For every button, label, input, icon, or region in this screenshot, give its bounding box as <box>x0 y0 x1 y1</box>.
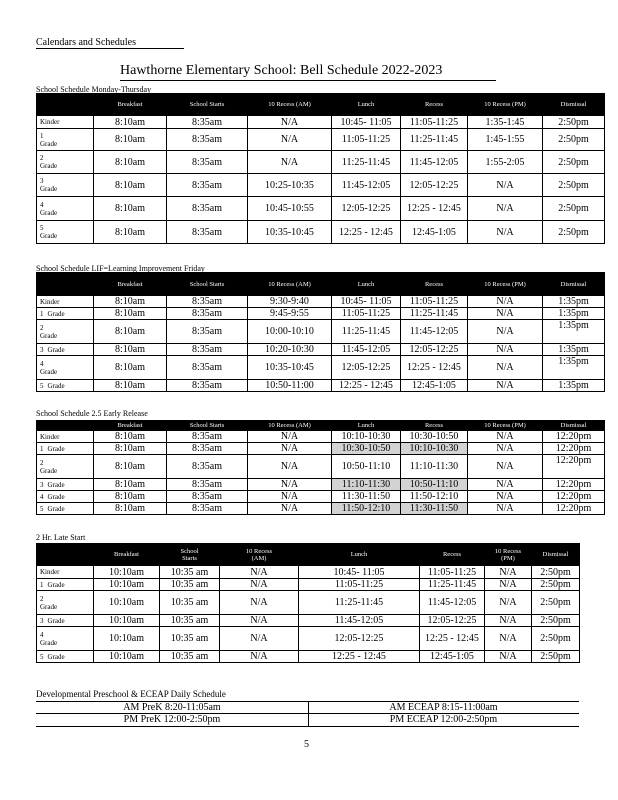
table-cell: N/A <box>220 627 299 651</box>
table-row <box>37 431 605 443</box>
section-label-late-start: 2 Hr. Late Start <box>36 533 86 542</box>
table-cell: 12:20pm <box>543 503 605 515</box>
schedule-table-early-release <box>36 420 605 515</box>
table-cell: 10:45- 11:05 <box>332 116 401 129</box>
title-underline <box>120 80 496 81</box>
preschool-grid <box>36 701 579 727</box>
table-cell: 8:10am <box>94 479 167 491</box>
table-cell: 8:10am <box>94 380 167 392</box>
column-header: Recess <box>420 544 485 566</box>
table-cell: 10:50-11:10 <box>332 455 401 479</box>
table-cell: 10:35 am <box>160 579 220 591</box>
grade-label: 5 Grade <box>37 380 94 392</box>
table-cell: 12:20pm <box>543 491 605 503</box>
column-header: School Starts <box>160 544 220 566</box>
table-cell: 2:50pm <box>532 615 580 627</box>
table-cell: 10:10am <box>94 627 160 651</box>
table-cell: 10:45- 11:05 <box>332 296 401 308</box>
table-cell: N/A <box>248 129 332 151</box>
table-cell: 11:05-11:25 <box>401 116 468 129</box>
column-header <box>37 421 94 431</box>
page-title: Hawthorne Elementary School: Bell Schedule 2022-2023 <box>120 63 443 78</box>
table-row <box>37 344 605 356</box>
table-cell: 12:25 - 12:45 <box>299 651 420 663</box>
table-cell: 11:25-11:45 <box>299 591 420 615</box>
table-cell: 1:35pm <box>543 308 605 320</box>
column-header: School Starts <box>167 94 248 116</box>
table-cell: 10:10am <box>94 591 160 615</box>
table-cell: 1:35pm <box>543 320 605 344</box>
table-row <box>37 129 605 151</box>
table-header-row <box>37 94 605 116</box>
table-cell: 11:05-11:25 <box>299 579 420 591</box>
table-cell: 1:35pm <box>543 344 605 356</box>
table-cell: 10:10am <box>94 566 160 579</box>
table-cell: 1:55-2:05 <box>468 151 543 174</box>
table-cell: 8:10am <box>94 431 167 443</box>
table-row <box>37 491 605 503</box>
column-header: School Starts <box>167 273 248 296</box>
table-cell: 10:50-11:10 <box>401 479 468 491</box>
table-cell: 10:25-10:35 <box>248 174 332 197</box>
table-cell: N/A <box>468 344 543 356</box>
table-cell: N/A <box>468 308 543 320</box>
table-row <box>37 566 580 579</box>
table-header-row <box>37 273 605 296</box>
grade-label: 4 Grade <box>37 356 94 380</box>
table-cell: N/A <box>248 443 332 455</box>
table-cell: 12:25 - 12:45 <box>332 221 401 244</box>
grade-label: 3 Grade <box>37 479 94 491</box>
table-row <box>37 615 580 627</box>
table-cell: 10:10-10:30 <box>332 431 401 443</box>
table-cell: N/A <box>485 627 532 651</box>
table-cell: 10:20-10:30 <box>248 344 332 356</box>
table-cell: N/A <box>248 491 332 503</box>
table-header-row <box>37 421 605 431</box>
table-cell: 8:35am <box>167 503 248 515</box>
table-cell: 8:35am <box>167 356 248 380</box>
grade-label: Kinder <box>37 296 94 308</box>
table-cell: 12:45-1:05 <box>401 380 468 392</box>
table-header-row <box>37 544 580 566</box>
table-cell: 8:10am <box>94 344 167 356</box>
grade-label: 3 Grade <box>37 615 94 627</box>
table-cell: 12:05-12:25 <box>332 197 401 221</box>
table-cell: N/A <box>468 356 543 380</box>
table-cell: 8:35am <box>167 129 248 151</box>
table-cell: N/A <box>485 566 532 579</box>
table-cell: 9:30-9:40 <box>248 296 332 308</box>
am-prek-text: AM PreK 8:20-11:05am <box>123 702 221 713</box>
column-header: 10 Recess (AM) <box>248 94 332 116</box>
table-cell: 2:50pm <box>532 651 580 663</box>
table-cell: 8:35am <box>167 479 248 491</box>
column-header: Breakfast <box>94 544 160 566</box>
table-row <box>37 174 605 197</box>
table-cell: 8:10am <box>94 197 167 221</box>
grade-label: 1 Grade <box>37 443 94 455</box>
table-row <box>37 116 605 129</box>
column-header: Breakfast <box>94 421 167 431</box>
column-header: Lunch <box>332 94 401 116</box>
column-header: Recess <box>401 273 468 296</box>
table-cell: 11:10-11:30 <box>401 455 468 479</box>
table-row <box>37 627 580 651</box>
table-row <box>37 579 580 591</box>
grade-label: 5 Grade <box>37 221 94 244</box>
grade-label: 4 Grade <box>37 197 94 221</box>
table-cell: N/A <box>220 566 299 579</box>
column-header: 10 Recess (PM) <box>468 273 543 296</box>
table-cell: 10:35 am <box>160 627 220 651</box>
table-cell: 2:50pm <box>543 151 605 174</box>
grade-label: 1 Grade <box>37 579 94 591</box>
table-cell: 10:35 am <box>160 615 220 627</box>
table-cell: N/A <box>468 296 543 308</box>
column-header: Breakfast <box>94 94 167 116</box>
table-cell: 12:25 - 12:45 <box>420 627 485 651</box>
column-header: 10 Recess (AM) <box>248 421 332 431</box>
column-header: 10 Recess (PM) <box>468 94 543 116</box>
table-cell: 8:35am <box>167 221 248 244</box>
column-header: Dismissal <box>543 94 605 116</box>
table-cell: 10:10am <box>94 615 160 627</box>
table-cell: N/A <box>468 455 543 479</box>
table-cell: 10:35 am <box>160 591 220 615</box>
table-row <box>37 380 605 392</box>
grade-label: Kinder <box>37 566 94 579</box>
preschool-title: Developmental Preschool & ECEAP Daily Schedule <box>36 689 226 699</box>
table-row <box>37 443 605 455</box>
table-cell: 8:35am <box>167 455 248 479</box>
table-cell: 12:20pm <box>543 479 605 491</box>
column-header: Dismissal <box>532 544 580 566</box>
header-underline <box>36 48 184 49</box>
table-row <box>37 503 605 515</box>
grade-label: 1 Grade <box>37 129 94 151</box>
table-cell: 11:05-11:25 <box>420 566 485 579</box>
table-cell: N/A <box>248 455 332 479</box>
table-cell: 11:45-12:05 <box>299 615 420 627</box>
divider <box>36 726 579 727</box>
table-cell: 2:50pm <box>532 627 580 651</box>
table-cell: 11:05-11:25 <box>401 296 468 308</box>
table-cell: 8:10am <box>94 221 167 244</box>
grade-label: 5 Grade <box>37 651 94 663</box>
grade-label: Kinder <box>37 116 94 129</box>
table-cell: N/A <box>468 503 543 515</box>
table-row <box>37 479 605 491</box>
grade-label: 1 Grade <box>37 308 94 320</box>
table-cell: 11:05-11:25 <box>332 129 401 151</box>
column-header: 10 Recess (AM) <box>248 273 332 296</box>
column-header <box>37 544 94 566</box>
schedule-table-lif <box>36 272 605 392</box>
table-cell: 1:35-1:45 <box>468 116 543 129</box>
table-cell: N/A <box>220 579 299 591</box>
table-cell: N/A <box>220 591 299 615</box>
table-cell: N/A <box>248 503 332 515</box>
table-cell: 11:45-12:05 <box>332 344 401 356</box>
table-cell: 12:05-12:25 <box>401 174 468 197</box>
table-cell: 10:45-10:55 <box>248 197 332 221</box>
table-cell: 8:10am <box>94 356 167 380</box>
table-cell: 8:35am <box>167 116 248 129</box>
table-cell: 12:25 - 12:45 <box>401 197 468 221</box>
column-header: Lunch <box>299 544 420 566</box>
table-cell: 8:10am <box>94 296 167 308</box>
table-cell: 11:45-12:05 <box>332 174 401 197</box>
table-cell: N/A <box>468 174 543 197</box>
table-row <box>37 320 605 344</box>
table-cell: N/A <box>468 380 543 392</box>
pm-eceap-text: PM ECEAP 12:00-2:50pm <box>389 714 498 725</box>
table-row <box>37 356 605 380</box>
table-cell: N/A <box>485 591 532 615</box>
table-cell: 11:30-11:50 <box>401 503 468 515</box>
table-cell: 12:05-12:25 <box>332 356 401 380</box>
table-cell: 12:05-12:25 <box>299 627 420 651</box>
table-cell: 8:10am <box>94 129 167 151</box>
column-header: 10 Recess (PM) <box>468 421 543 431</box>
table-cell: 2:50pm <box>532 566 580 579</box>
table-cell: 12:20pm <box>543 443 605 455</box>
table-cell: 12:20pm <box>543 431 605 443</box>
table-cell: 11:25-11:45 <box>420 579 485 591</box>
table-row <box>37 296 605 308</box>
table-cell: N/A <box>468 197 543 221</box>
table-cell: 12:20pm <box>543 455 605 479</box>
column-header: Recess <box>401 421 468 431</box>
column-header: Lunch <box>332 273 401 296</box>
table-cell: N/A <box>468 431 543 443</box>
table-cell: 10:35 am <box>160 566 220 579</box>
table-cell: 2:50pm <box>532 591 580 615</box>
table-row <box>37 455 605 479</box>
table-cell: 8:35am <box>167 431 248 443</box>
table-cell: 11:10-11:30 <box>332 479 401 491</box>
am-eceap-text: AM ECEAP 8:15-11:00am <box>389 702 498 713</box>
table-cell: 10:35 am <box>160 651 220 663</box>
column-header: 10 Recess (AM) <box>220 544 299 566</box>
table-cell: 10:50-11:00 <box>248 380 332 392</box>
table-cell: 2:50pm <box>543 221 605 244</box>
table-cell: 8:10am <box>94 174 167 197</box>
table-cell: 8:35am <box>167 197 248 221</box>
table-cell: N/A <box>468 491 543 503</box>
table-cell: 10:10am <box>94 579 160 591</box>
column-header: 10 Recess (PM) <box>485 544 532 566</box>
table-cell: 10:35-10:45 <box>248 356 332 380</box>
table-cell: N/A <box>220 615 299 627</box>
table-cell: 11:25-11:45 <box>401 308 468 320</box>
table-row <box>37 197 605 221</box>
column-header: Dismissal <box>543 273 605 296</box>
table-cell: 11:50-12:10 <box>332 503 401 515</box>
section-label-lif: School Schedule LIF=Learning Improvement Friday <box>36 264 205 273</box>
table-cell: 11:45-12:05 <box>420 591 485 615</box>
grade-label: 2 Grade <box>37 455 94 479</box>
table-cell: 2:50pm <box>543 197 605 221</box>
table-cell: N/A <box>248 479 332 491</box>
table-cell: 11:25-11:45 <box>332 320 401 344</box>
table-cell: 8:10am <box>94 151 167 174</box>
table-cell: 10:00-10:10 <box>248 320 332 344</box>
table-cell: N/A <box>468 443 543 455</box>
table-cell: 9:45-9:55 <box>248 308 332 320</box>
column-header: Lunch <box>332 421 401 431</box>
table-cell: 8:10am <box>94 116 167 129</box>
table-cell: 11:45-12:05 <box>401 151 468 174</box>
pm-prek-text: PM PreK 12:00-2:50pm <box>123 714 221 725</box>
table-cell: 10:30-10:50 <box>401 431 468 443</box>
table-cell: N/A <box>485 615 532 627</box>
table-row <box>37 651 580 663</box>
table-cell: 12:25 - 12:45 <box>401 356 468 380</box>
table-cell: 8:35am <box>167 344 248 356</box>
column-header: School Starts <box>167 421 248 431</box>
table-cell: 1:35pm <box>543 356 605 380</box>
column-header: Recess <box>401 94 468 116</box>
table-cell: 1:45-1:55 <box>468 129 543 151</box>
table-cell: N/A <box>468 479 543 491</box>
column-header <box>37 273 94 296</box>
page-header: Calendars and Schedules <box>36 37 136 48</box>
table-cell: 8:35am <box>167 296 248 308</box>
table-cell: 12:45-1:05 <box>401 221 468 244</box>
table-cell: 8:35am <box>167 380 248 392</box>
schedule-table-mon-thu <box>36 93 605 244</box>
table-cell: 8:35am <box>167 308 248 320</box>
table-cell: 8:10am <box>94 491 167 503</box>
table-cell: 12:05-12:25 <box>401 344 468 356</box>
column-header <box>37 94 94 116</box>
table-cell: 1:35pm <box>543 380 605 392</box>
table-row <box>37 591 580 615</box>
table-cell: 11:25-11:45 <box>401 129 468 151</box>
table-cell: 2:50pm <box>543 129 605 151</box>
table-row <box>37 221 605 244</box>
table-cell: 8:35am <box>167 151 248 174</box>
table-cell: 12:25 - 12:45 <box>332 380 401 392</box>
grade-label: Kinder <box>37 431 94 443</box>
table-cell: 8:10am <box>94 455 167 479</box>
table-cell: N/A <box>485 579 532 591</box>
table-cell: 8:10am <box>94 320 167 344</box>
table-cell: 8:35am <box>167 320 248 344</box>
table-cell: N/A <box>468 320 543 344</box>
table-cell: 8:10am <box>94 443 167 455</box>
page-number: 5 <box>304 739 309 750</box>
table-cell: 10:35-10:45 <box>248 221 332 244</box>
grade-label: 2 Grade <box>37 320 94 344</box>
table-cell: 2:50pm <box>543 116 605 129</box>
schedule-table-late-start <box>36 543 580 663</box>
table-cell: N/A <box>468 221 543 244</box>
grade-label: 5 Grade <box>37 503 94 515</box>
grade-label: 2 Grade <box>37 151 94 174</box>
table-row <box>37 308 605 320</box>
table-cell: 8:10am <box>94 308 167 320</box>
column-header: Breakfast <box>94 273 167 296</box>
table-cell: 11:45-12:05 <box>401 320 468 344</box>
table-cell: 11:05-11:25 <box>332 308 401 320</box>
table-cell: N/A <box>485 651 532 663</box>
grade-label: 2 Grade <box>37 591 94 615</box>
table-cell: 8:35am <box>167 491 248 503</box>
table-cell: 12:45-1:05 <box>420 651 485 663</box>
table-cell: 2:50pm <box>532 579 580 591</box>
table-cell: 2:50pm <box>543 174 605 197</box>
table-cell: 10:10-10:30 <box>401 443 468 455</box>
table-cell: 11:25-11:45 <box>332 151 401 174</box>
table-cell: 8:35am <box>167 174 248 197</box>
table-cell: 11:50-12:10 <box>401 491 468 503</box>
table-cell: N/A <box>248 431 332 443</box>
grade-label: 3 Grade <box>37 344 94 356</box>
table-cell: N/A <box>220 651 299 663</box>
table-cell: 11:30-11:50 <box>332 491 401 503</box>
grade-label: 4 Grade <box>37 627 94 651</box>
table-cell: 10:10am <box>94 651 160 663</box>
table-cell: 10:30-10:50 <box>332 443 401 455</box>
table-cell: 8:35am <box>167 443 248 455</box>
table-cell: N/A <box>248 151 332 174</box>
table-cell: 1:35pm <box>543 296 605 308</box>
table-cell: N/A <box>248 116 332 129</box>
section-label-mon-thu: School Schedule Monday-Thursday <box>36 85 152 94</box>
table-cell: 8:10am <box>94 503 167 515</box>
table-row <box>37 151 605 174</box>
grade-label: 4 Grade <box>37 491 94 503</box>
section-label-early-release: School Schedule 2.5 Early Release <box>36 409 148 418</box>
column-header: Dismissal <box>543 421 605 431</box>
table-cell: 12:05-12:25 <box>420 615 485 627</box>
table-cell: 10:45- 11:05 <box>299 566 420 579</box>
grade-label: 3 Grade <box>37 174 94 197</box>
